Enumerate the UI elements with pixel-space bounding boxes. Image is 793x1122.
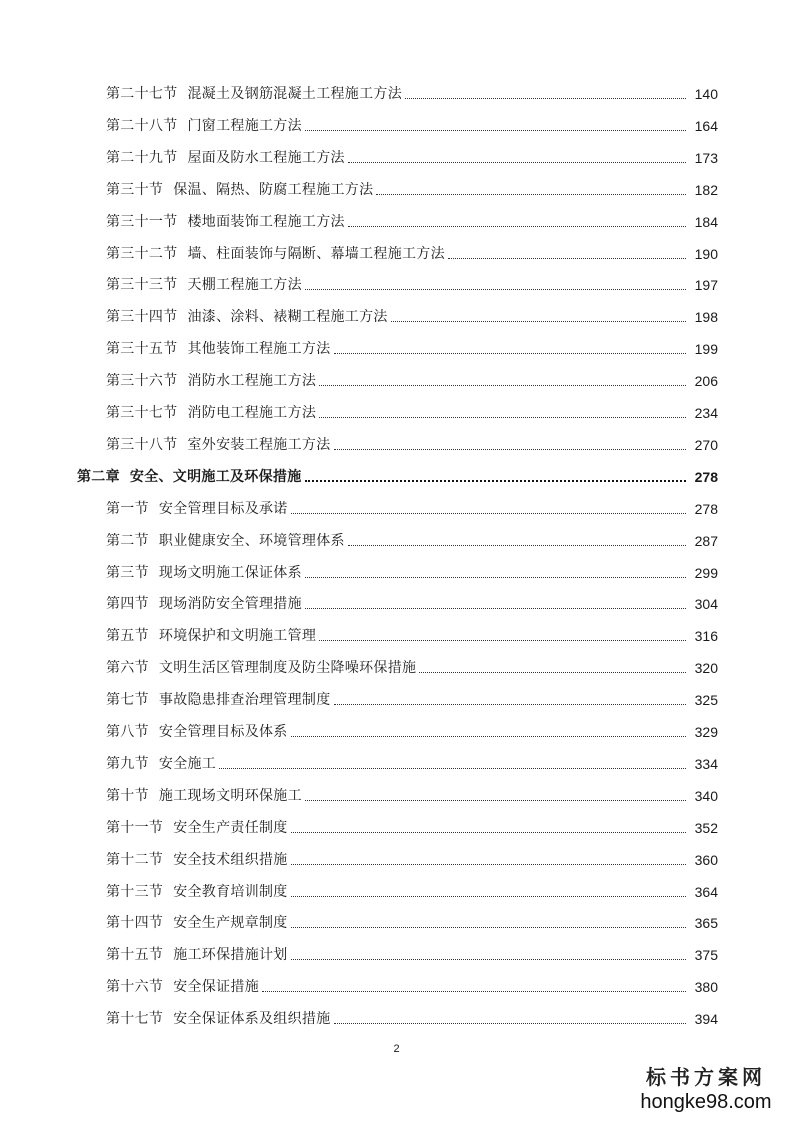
toc-section-entry[interactable] bbox=[0, 494, 793, 518]
toc-dot-leader bbox=[291, 832, 686, 833]
toc-dot-leader bbox=[305, 289, 686, 290]
toc-entry-section-number: 第三十六节 bbox=[106, 373, 178, 390]
toc-entry-page-number: 206 bbox=[694, 373, 718, 390]
toc-entry-label bbox=[106, 691, 331, 709]
toc-entry-page-number: 304 bbox=[694, 596, 718, 613]
toc-dot-leader bbox=[291, 513, 686, 514]
toc-dot-leader bbox=[334, 1023, 686, 1024]
toc-entry-title: 施工环保措施计划 bbox=[173, 947, 288, 964]
toc-section-entry[interactable] bbox=[0, 526, 793, 550]
toc-entry-section-number: 第十二节 bbox=[106, 851, 164, 868]
toc-entry-title: 安全生产责任制度 bbox=[173, 819, 288, 836]
toc-dot-leader bbox=[291, 896, 686, 897]
watermark-logo bbox=[631, 1064, 781, 1114]
toc-entry-page-number: 234 bbox=[694, 405, 718, 421]
toc-entry-section-number: 第三十二节 bbox=[106, 245, 178, 262]
toc-entry-label bbox=[106, 946, 288, 964]
toc-entry-label bbox=[77, 468, 302, 486]
toc-entry-section-number: 第三十七节 bbox=[106, 405, 178, 421]
toc-section-entry[interactable] bbox=[0, 685, 793, 709]
toc-dot-leader bbox=[448, 258, 686, 259]
toc-entry-section-number: 第二章 bbox=[77, 468, 120, 485]
toc-entry-title: 保温、隔热、防腐工程施工方法 bbox=[173, 181, 374, 198]
toc-section-entry[interactable] bbox=[0, 972, 793, 996]
toc-entry-label bbox=[106, 978, 259, 996]
toc-entry-section-number: 第三十八节 bbox=[106, 436, 178, 453]
toc-entry-page-number: 334 bbox=[694, 755, 718, 772]
toc-section-entry[interactable] bbox=[0, 302, 793, 326]
toc-entry-label bbox=[106, 659, 416, 677]
toc-dot-leader bbox=[348, 162, 686, 163]
toc-section-entry[interactable] bbox=[0, 430, 793, 454]
toc-section-entry[interactable] bbox=[0, 111, 793, 135]
toc-entry-section-number: 第五节 bbox=[106, 628, 149, 645]
toc-entry-title: 安全保证措施 bbox=[173, 979, 260, 996]
toc-dot-leader bbox=[305, 577, 686, 578]
toc-entry-label bbox=[106, 245, 445, 263]
toc-entry-section-number: 第三十五节 bbox=[106, 341, 178, 358]
toc-entry-page-number: 329 bbox=[694, 724, 718, 740]
toc-entry-page-number: 287 bbox=[694, 532, 718, 549]
toc-section-entry[interactable] bbox=[0, 908, 793, 932]
toc-entry-title: 安全生产规章制度 bbox=[173, 915, 288, 932]
toc-entry-page-number: 184 bbox=[694, 213, 718, 230]
toc-entry-section-number: 第八节 bbox=[106, 724, 149, 740]
toc-entry-title: 现场消防安全管理措施 bbox=[158, 596, 302, 613]
toc-section-entry[interactable] bbox=[0, 653, 793, 677]
toc-entry-title: 室外安装工程施工方法 bbox=[187, 436, 331, 453]
toc-entry-page-number: 182 bbox=[694, 181, 718, 198]
toc-entry-page-number: 140 bbox=[694, 86, 718, 102]
toc-entry-label bbox=[106, 500, 288, 518]
toc-entry-title: 文明生活区管理制度及防尘降噪环保措施 bbox=[158, 660, 417, 677]
toc-entry-section-number: 第十六节 bbox=[106, 979, 164, 996]
watermark-url-text: hongke98.com bbox=[640, 1091, 772, 1113]
toc-entry-section-number: 第六节 bbox=[106, 660, 149, 677]
toc-entry-section-number: 第三节 bbox=[106, 564, 149, 581]
toc-section-entry[interactable] bbox=[0, 143, 793, 167]
toc-entry-label bbox=[106, 595, 302, 613]
toc-entry-title: 墙、柱面装饰与隔断、幕墙工程施工方法 bbox=[187, 245, 445, 262]
toc-section-entry[interactable] bbox=[0, 1004, 793, 1028]
toc-entry-page-number: 316 bbox=[694, 628, 718, 645]
toc-entry-section-number: 第十四节 bbox=[106, 915, 164, 932]
toc-dot-leader bbox=[376, 194, 686, 195]
toc-entry-title: 环境保护和文明施工管理 bbox=[158, 628, 317, 645]
toc-entry-section-number: 第十七节 bbox=[106, 1011, 164, 1028]
toc-entry-title: 消防电工程施工方法 bbox=[187, 405, 317, 421]
toc-entry-section-number: 第三十一节 bbox=[106, 213, 178, 230]
toc-entry-label bbox=[106, 1010, 331, 1028]
toc-dot-leader bbox=[419, 672, 686, 673]
toc-entry-title: 门窗工程施工方法 bbox=[187, 117, 302, 134]
toc-entry-page-number: 199 bbox=[694, 341, 718, 358]
toc-dot-leader bbox=[291, 959, 686, 960]
toc-entry-page-number: 320 bbox=[694, 660, 718, 677]
toc-entry-page-number: 198 bbox=[694, 309, 718, 326]
toc-entry-label bbox=[106, 340, 331, 358]
toc-entry-page-number: 375 bbox=[694, 947, 718, 964]
toc-entry-title: 天棚工程施工方法 bbox=[187, 277, 302, 294]
toc-section-entry[interactable] bbox=[0, 558, 793, 582]
toc-entry-section-number: 第七节 bbox=[106, 692, 149, 709]
toc-entry-page-number: 197 bbox=[694, 277, 718, 294]
toc-entry-title: 职业健康安全、环境管理体系 bbox=[158, 532, 345, 549]
toc-entry-label bbox=[106, 819, 288, 837]
toc-section-entry[interactable] bbox=[0, 781, 793, 805]
toc-dot-leader bbox=[305, 130, 686, 131]
toc-section-entry[interactable] bbox=[0, 717, 793, 741]
toc-entry-label bbox=[106, 532, 345, 550]
toc-entry-title: 事故隐患排查治理管理制度 bbox=[158, 692, 331, 709]
watermark-chinese-text: 标书方案网 bbox=[646, 1065, 766, 1089]
toc-dot-leader bbox=[405, 98, 686, 99]
toc-entry-page-number: 164 bbox=[694, 117, 718, 134]
toc-dot-leader bbox=[319, 640, 686, 641]
toc-dot-leader bbox=[291, 864, 686, 865]
toc-entry-section-number: 第二十八节 bbox=[106, 117, 178, 134]
toc-entry-label bbox=[106, 181, 373, 199]
toc-entry-page-number: 299 bbox=[694, 564, 718, 581]
toc-entry-title: 其他装饰工程施工方法 bbox=[187, 341, 331, 358]
toc-entry-section-number: 第十五节 bbox=[106, 947, 164, 964]
toc-section-entry[interactable] bbox=[0, 175, 793, 199]
toc-entry-page-number: 365 bbox=[694, 915, 718, 932]
toc-section-entry[interactable] bbox=[0, 366, 793, 390]
toc-section-entry[interactable] bbox=[0, 207, 793, 231]
toc-entry-label bbox=[106, 276, 302, 294]
toc-entry-title: 现场文明施工保证体系 bbox=[158, 564, 302, 581]
toc-entry-title: 安全技术组织措施 bbox=[173, 851, 288, 868]
toc-dot-leader bbox=[291, 927, 686, 928]
toc-entry-label bbox=[106, 883, 288, 901]
toc-entry-label bbox=[106, 308, 388, 326]
toc-entry-section-number: 第四节 bbox=[106, 596, 149, 613]
toc-section-entry[interactable] bbox=[0, 877, 793, 901]
toc-entry-title: 消防水工程施工方法 bbox=[187, 373, 317, 390]
toc-dot-leader bbox=[334, 449, 687, 450]
toc-entry-page-number: 380 bbox=[694, 979, 718, 996]
toc-entry-section-number: 第十一节 bbox=[106, 819, 164, 836]
toc-entry-label bbox=[106, 436, 331, 454]
toc-entry-label bbox=[106, 851, 288, 869]
toc-section-entry[interactable] bbox=[0, 589, 793, 613]
toc-section-entry[interactable] bbox=[0, 845, 793, 869]
toc-entry-label bbox=[106, 564, 302, 582]
toc-entry-page-number: 278 bbox=[694, 500, 718, 517]
toc-entry-page-number: 340 bbox=[694, 787, 718, 804]
toc-entry-section-number: 第一节 bbox=[106, 500, 149, 517]
toc-entry-title: 安全施工 bbox=[158, 755, 217, 772]
toc-entry-section-number: 第三十三节 bbox=[106, 277, 178, 294]
toc-section-entry[interactable] bbox=[0, 940, 793, 964]
page-number: 2 bbox=[393, 1043, 400, 1055]
toc-entry-page-number: 364 bbox=[694, 883, 718, 900]
toc-dot-leader bbox=[348, 226, 686, 227]
toc-chapter-entry[interactable] bbox=[0, 462, 793, 486]
toc-dot-leader bbox=[262, 991, 686, 992]
toc-entry-label bbox=[106, 213, 345, 231]
toc-section-entry[interactable] bbox=[0, 270, 793, 294]
toc-entry-label bbox=[106, 914, 288, 932]
toc-entry-section-number: 第九节 bbox=[106, 755, 149, 772]
toc-entry-page-number: 352 bbox=[694, 819, 718, 836]
toc-entry-label bbox=[106, 755, 216, 773]
toc-dot-leader bbox=[391, 321, 686, 322]
toc-entry-page-number: 278 bbox=[694, 468, 718, 485]
toc-entry-page-number: 173 bbox=[694, 149, 718, 166]
toc-dot-leader bbox=[305, 800, 686, 801]
toc-section-entry[interactable] bbox=[0, 398, 793, 422]
toc-dot-leader bbox=[305, 480, 686, 482]
toc-section-entry[interactable] bbox=[0, 239, 793, 263]
toc-entry-section-number: 第十节 bbox=[106, 787, 149, 804]
toc-entry-section-number: 第二十七节 bbox=[106, 86, 178, 102]
toc-entry-page-number: 190 bbox=[694, 245, 718, 262]
toc-dot-leader bbox=[305, 608, 686, 609]
toc-entry-label bbox=[106, 149, 345, 167]
toc-entry-label bbox=[106, 372, 316, 390]
toc-dot-leader bbox=[291, 736, 686, 737]
toc-entry-section-number: 第三十节 bbox=[106, 181, 164, 198]
toc-entry-title: 安全管理目标及承诺 bbox=[158, 500, 288, 517]
toc-entry-title: 屋面及防水工程施工方法 bbox=[187, 149, 345, 166]
toc-dot-leader bbox=[319, 385, 686, 386]
toc-entry-page-number: 394 bbox=[694, 1011, 718, 1028]
toc-dot-leader bbox=[334, 353, 687, 354]
toc-entry-label bbox=[106, 723, 288, 741]
toc-entry-label bbox=[106, 85, 402, 103]
toc-entry-label bbox=[106, 627, 316, 645]
toc-entry-title: 安全、文明施工及环保措施 bbox=[129, 468, 302, 485]
toc-entry-section-number: 第二十九节 bbox=[106, 149, 178, 166]
toc-entry-section-number: 第十三节 bbox=[106, 883, 164, 900]
toc-entry-page-number: 360 bbox=[694, 851, 718, 868]
toc-entry-title: 混凝土及钢筋混凝土工程施工方法 bbox=[187, 86, 402, 102]
toc-section-entry[interactable] bbox=[0, 749, 793, 773]
toc-entry-page-number: 270 bbox=[694, 436, 718, 453]
toc-section-entry[interactable] bbox=[0, 621, 793, 645]
toc-entry-page-number: 325 bbox=[694, 692, 718, 709]
toc-entry-title: 安全保证体系及组织措施 bbox=[173, 1011, 331, 1028]
toc-dot-leader bbox=[334, 704, 686, 705]
toc-entry-label bbox=[106, 787, 302, 805]
toc-entry-title: 施工现场文明环保施工 bbox=[158, 787, 302, 804]
toc-dot-leader bbox=[319, 417, 686, 418]
toc-entry-title: 楼地面装饰工程施工方法 bbox=[187, 213, 345, 230]
toc-entry-label bbox=[106, 117, 302, 135]
toc-entry-title: 安全管理目标及体系 bbox=[158, 724, 288, 740]
toc-entry-label bbox=[106, 404, 316, 422]
toc-section-entry[interactable] bbox=[0, 334, 793, 358]
toc-entry-section-number: 第三十四节 bbox=[106, 309, 178, 326]
toc-dot-leader bbox=[348, 545, 686, 546]
toc-entry-section-number: 第二节 bbox=[106, 532, 149, 549]
toc-dot-leader bbox=[219, 768, 686, 769]
toc-section-entry[interactable] bbox=[0, 79, 793, 103]
toc-entry-title: 安全教育培训制度 bbox=[173, 883, 288, 900]
toc-entry-title: 油漆、涂料、裱糊工程施工方法 bbox=[187, 309, 388, 326]
toc-section-entry[interactable] bbox=[0, 813, 793, 837]
